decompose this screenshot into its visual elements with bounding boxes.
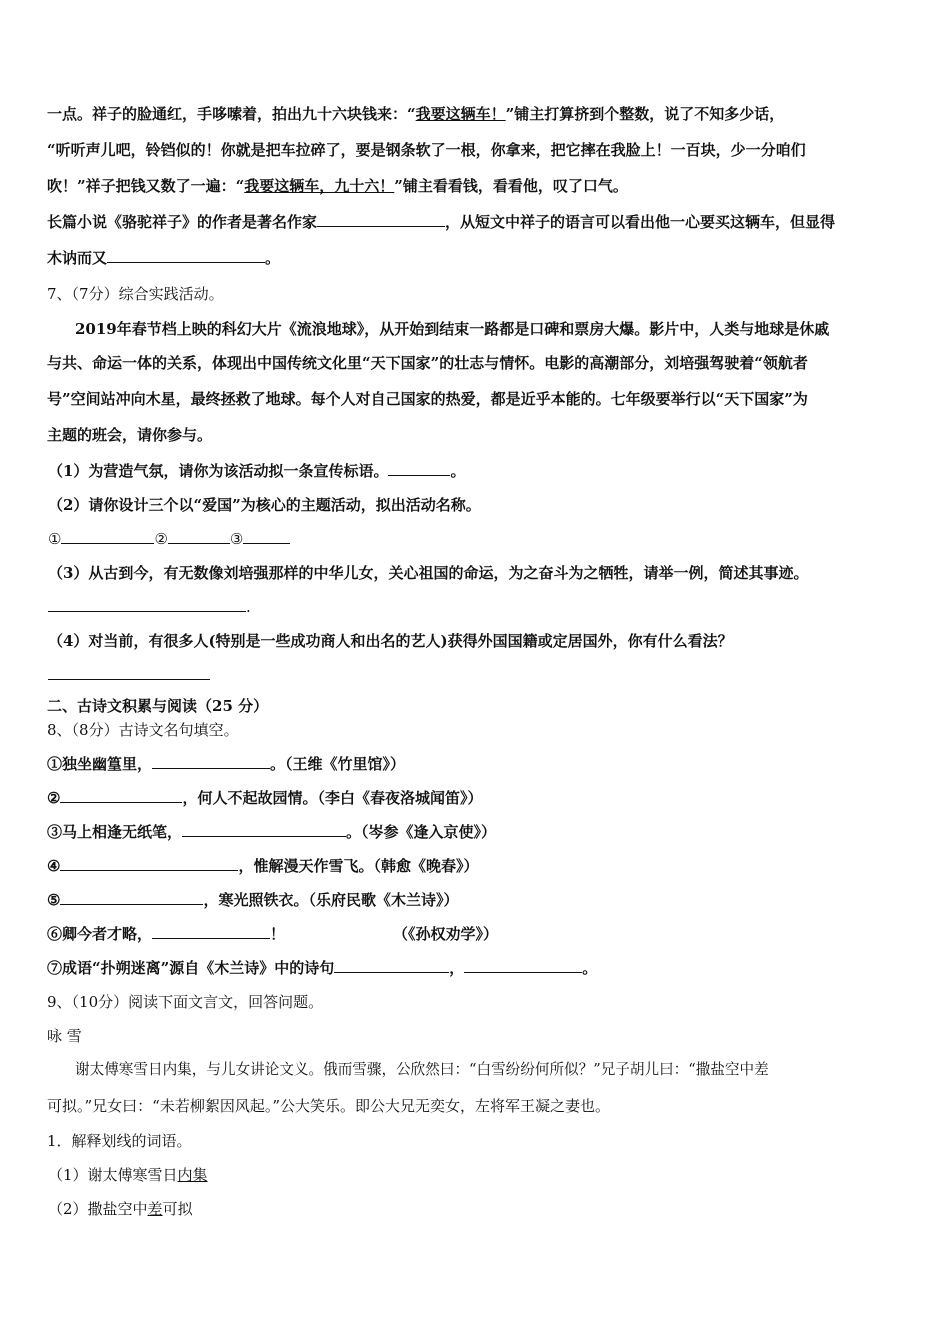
answer-blank[interactable]	[48, 664, 210, 680]
q8-item-4: ④ ，惟解漫天作雪飞。（韩愈《晚春》）	[47, 857, 479, 875]
passage-line-3: 吹！”祥子把钱又数了一遍：“我要这辆车，九十六！”铺主看看钱，看看他，叹了口气。	[47, 177, 628, 195]
answer-blank[interactable]	[168, 528, 230, 544]
answer-blank[interactable]	[152, 923, 270, 939]
classical-text-line-1: 谢太傅寒雪日内集，与儿女讲论文义。俄而雪骤，公欣然曰：“白雪纷纷何所似？”兄子胡儿曰：“撒盐空中差	[75, 1061, 769, 1078]
q9-item-1: （1）谢太傅寒雪日内集	[48, 1166, 208, 1184]
q9-subquestion: 1．解释划线的词语。	[47, 1132, 192, 1150]
classical-text-line-2: 可拟。”兄女曰：“未若柳絮因风起。”公大笑乐。即公大兄无奕女，左将军王凝之妻也。	[47, 1097, 611, 1115]
q7-sub4-answer	[48, 664, 918, 686]
q7-sub3: （3）从古到今，有无数像刘培强那样的中华儿女，关心祖国的命运，为之奋斗为之牺牲，请举一例，简述其事迹。	[48, 564, 809, 582]
answer-blank[interactable]	[60, 787, 182, 803]
q7-paragraph-line-1: 2019年春节档上映的科幻大片《流浪地球》，从开始到结束一路都是口碑和票房大爆。影片中，人类与地球是休戚	[75, 320, 830, 338]
passage-line-2: “听听声儿吧，铃铛似的！你就是把车拉碎了，要是钢条软了一根，你拿来，把它摔在我脸上！一百块，少一分咱们	[47, 141, 806, 159]
q7-paragraph-line-4: 主题的班会，请你参与。	[47, 426, 213, 444]
q8-item-3: ③马上相逢无纸笔， 。（岑参《逢入京使》）	[47, 823, 497, 841]
answer-blank[interactable]	[60, 889, 203, 905]
answer-blank[interactable]	[317, 211, 445, 227]
q7-paragraph-line-2: 与共、命运一体的关系，体现出中国传统文化里“天下国家”的壮志与情怀。电影的高潮部分，刘培强驾驶着“领航者	[47, 354, 808, 372]
answer-blank[interactable]	[388, 460, 450, 476]
passage-question-line: 长篇小说《骆驼祥子》的作者是著名作家 ，从短文中祥子的语言可以看出他一心要买这辆车，但显得	[47, 213, 836, 231]
q7-sub2-blanks: ① ② ③	[48, 528, 918, 550]
q7-sub2: （2）请你设计三个以“爱国”为核心的主题活动，拟出活动名称。	[48, 496, 481, 514]
q7-sub4: （4）对当前，有很多人(特别是一些成功商人和出名的艺人)获得外国国籍或定居国外，你有什么看法？	[48, 632, 733, 650]
q7-title: 7、（7分）综合实践活动。	[47, 285, 224, 303]
q8-item-1: ①独坐幽篁里， 。（王维《竹里馆》）	[47, 755, 406, 773]
q8-item-6: ⑥卿今者才略， ！ （《孙权劝学》）	[47, 925, 499, 943]
answer-blank[interactable]	[48, 596, 246, 612]
passage-line-1: 一点。祥子的脸通红，手哆嗦着，拍出九十六块钱来：“我要这辆车！”铺主打算挤到个整数，说了不知多少话，	[47, 105, 785, 123]
q7-sub1: （1）为营造气氛，请你为该活动拟一条宣传标语。 。	[48, 462, 466, 480]
section-2-title: 二、古诗文积累与阅读（25 分）	[47, 697, 269, 715]
answer-blank[interactable]	[61, 528, 154, 544]
q7-paragraph-line-3: 号”空间站冲向木星，最终拯救了地球。每个人对自己国家的热爱，都是近乎本能的。七年级要举行以“天下国家”为	[47, 390, 808, 408]
q7-sub3-answer: .	[48, 596, 918, 618]
q8-item-2: ② ，何人不起故园情。（李白《春夜洛城闻笛》）	[47, 789, 483, 807]
poem-title: 咏 雪	[47, 1027, 82, 1045]
q8-title: 8、（8分）古诗文名句填空。	[47, 721, 239, 739]
answer-blank[interactable]	[182, 821, 346, 837]
answer-blank[interactable]	[60, 855, 238, 871]
answer-blank[interactable]	[464, 957, 582, 973]
answer-blank[interactable]	[243, 528, 290, 544]
answer-blank[interactable]	[107, 247, 265, 263]
answer-blank[interactable]	[152, 753, 270, 769]
q8-item-7: ⑦成语“扑朔迷离”源自《木兰诗》中的诗句 ， 。	[47, 959, 598, 977]
answer-blank[interactable]	[334, 957, 449, 973]
q9-item-2: （2）撒盐空中差可拟	[48, 1200, 193, 1218]
q9-title: 9、（10分）阅读下面文言文，回答问题。	[47, 993, 324, 1011]
passage-question-line-2: 木讷而又 。	[47, 249, 281, 267]
q8-item-5: ⑤ ，寒光照铁衣。（乐府民歌《木兰诗》）	[47, 891, 459, 909]
